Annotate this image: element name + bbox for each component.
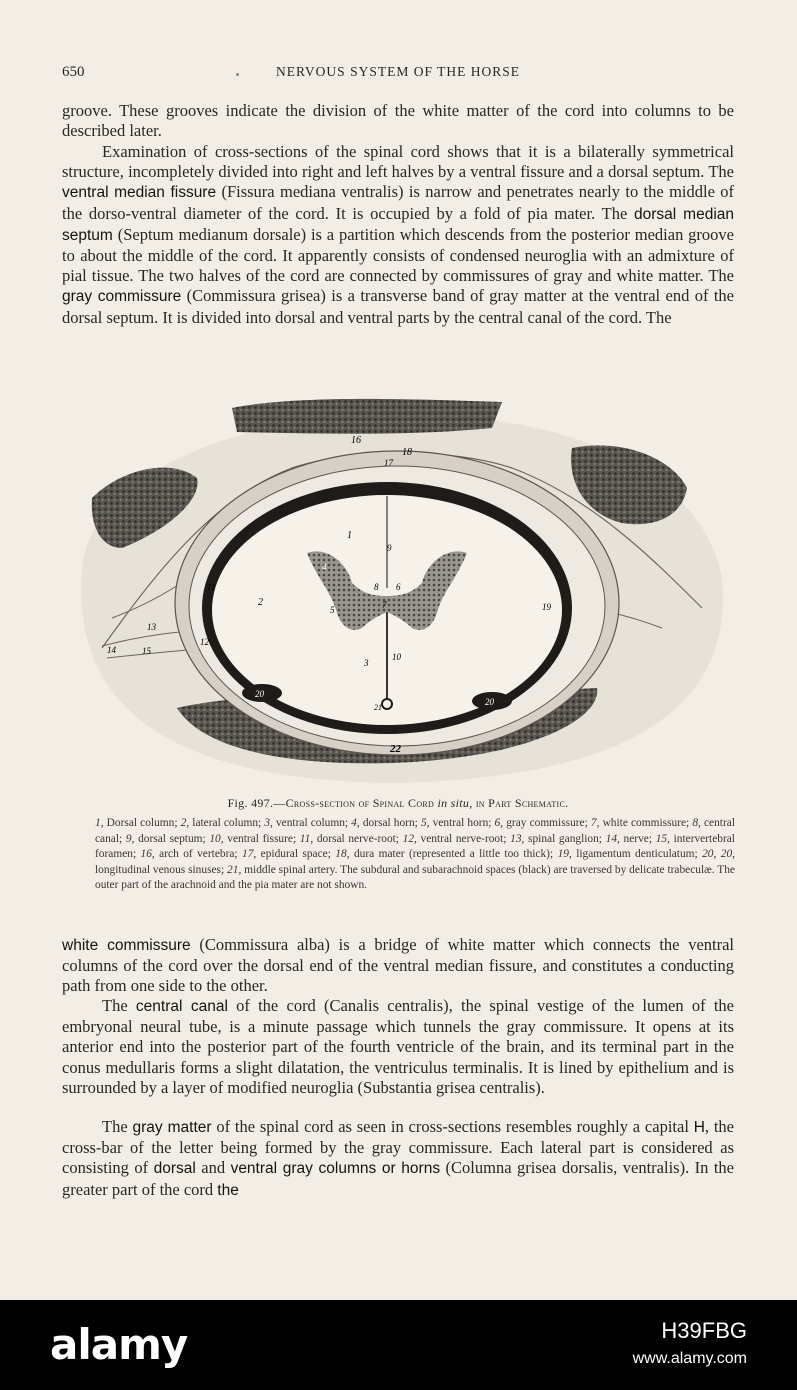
legend-number: 12 [402,832,415,845]
legend-text: , ventral fissure; [220,832,300,845]
term-ventral-median-fissure: ventral median fissure [62,184,217,202]
alamy-logo: alamy [50,1320,188,1369]
watermark-footer [0,1300,797,1390]
legend-number: 19 [557,848,569,861]
legend-text: , longitudinal venous sinuses; [95,848,736,876]
legend-number: 11 [299,832,311,845]
paragraph-2 [62,142,734,328]
legend-number: 6 [494,817,501,829]
paragraph-3 [62,935,734,997]
figure-label: 3 [364,658,369,668]
text-run: Examination of cross-sections of the spinal cord shows that it is a bilaterally symmetrical structure, incompletely divided into right and left halves by a ventral fissure and a dorsal septum. The [62,142,734,182]
legend-text: , middle spinal artery. The subdural and subarachnoid spaces (black) are traversed by delicate trabeculæ. The outer part of the arachnoid and the pia mater are not shown. [95,863,735,892]
legend-number: 17 [242,848,254,861]
text-run: (Fissura mediana ventralis) is narrow and penetrates nearly to the middle of the dorso-ventral diameter of the cord. It is occupied by a fold of pia mater. The [62,182,734,223]
legend-text: , lateral column; [186,817,265,829]
legend-text: , arch of vertebra; [151,848,243,861]
figure-label: 7 [382,600,387,610]
figure-label: 11 [207,582,216,592]
figure-label: 18 [402,447,412,458]
legend-text: , dura mater (represented a little too thick); [346,848,558,861]
figure-label: 14 [107,645,116,655]
legend-number: 5 [420,817,427,829]
term-dorsal: dorsal [153,1160,196,1178]
legend-number: 16 [140,848,152,861]
figure-legend [95,816,735,894]
legend-number: 4 [351,817,357,829]
figure-title-text: —Cross-section of Spinal Cord [273,796,438,810]
text-run: of the spinal cord as seen in cross-sections resembles roughly a capital [211,1117,694,1136]
legend-text: , epidural space; [253,848,336,861]
legend-number: 21 [227,863,239,876]
legend-text: , dorsal nerve-root; [310,832,403,845]
term-dorsal-median-septum: dorsal median septum [62,205,735,244]
legend-text: , dorsal septum; [131,832,210,845]
figure-label: 20 [485,697,494,707]
figure-number: Fig. 497. [227,796,274,810]
figure-label: 12 [200,637,209,647]
figure-label: 16 [351,435,361,446]
legend-text: , ventral horn; [426,817,495,829]
term-capital-h: H [693,1119,705,1136]
legend-text: , central canal; [95,817,735,845]
legend-text: , intervertebral foramen; [95,832,735,861]
legend-number: 18 [335,848,347,861]
term-white-commissure: white commissure [62,937,191,954]
figure-label: 6 [396,582,401,592]
legend-text: , dorsal horn; [356,817,421,829]
figure-label: 10 [392,652,401,662]
legend-number: 15 [655,832,668,845]
legend-text: , nerve; [617,832,656,845]
text-run: The [102,1117,133,1136]
figure-title-end: , in Part Schematic. [469,796,569,810]
paragraph-1-text: groove. These grooves indicate the division of the white matter of the cord into columns to be described later. [62,101,734,141]
spinal-cord-cross-section-drawing [62,388,734,786]
text-run: of the cord (Canalis centralis), the spinal vestige of the lumen of the embryonal neural tube, is a minute passage which tunnels the gray commissure. It opens at its anterior end into the posterior part of the fourth ventricle of the brain, and its terminal part in the conus medullaris forms a slight dilatation, the ventriculus terminalis. It is lined by epithelium and is surrounded by a layer of modified neuroglia (Substantia grisea centralis). [62,996,734,1097]
legend-number: 3 [264,817,271,829]
text-run: , the cross-bar of the letter being formed by the gray commissure. Each lateral part is considered as consisting of [62,1117,734,1178]
footer-url: www.alamy.com [632,1350,747,1367]
bone-fragment-top [232,399,502,434]
print-speck [236,73,239,76]
legend-text: , ligamentum denticulatum; [568,848,703,861]
figure-label: 17 [384,458,393,468]
figure-label: 1 [347,530,352,541]
legend-number: 10 [209,832,221,845]
text-run: and [195,1158,231,1178]
term-central-canal: central canal [135,998,228,1015]
text-run: (Columna grisea dorsalis, ventralis). In the greater part of the cord [62,1158,735,1199]
figure-label: 2 [258,597,263,608]
figure-label: 13 [147,622,156,632]
figure-label: 5 [330,605,335,615]
term-gray-commissure: gray commissure [62,288,182,306]
legend-text: , Dorsal column; [100,817,181,829]
text-run: (Commissura grisea) is a transverse band of gray matter at the ventral end of the dorsal septum. It is divided into dorsal and ventral parts by the central canal of the cord. The [62,286,734,327]
text-run: (Septum medianum dorsale) is a partition which descends from the posterior median groove to about the middle of the cord. It apparently consists of condensed neuroglia with an admixture of pial tissue. The two halves of the cord are connected by commissures of gray and white matter. The [62,224,734,286]
figure-label: 19 [542,602,551,612]
figure-caption-title [62,796,734,811]
page-number: 650 [62,64,85,80]
paragraph-4 [62,996,734,1098]
figure-label: 22 [390,743,401,755]
text-run: (Commissura alba) is a bridge of white matter which connects the ventral columns of the cord over the dorsal end of the ventral median fissure, and constitutes a conducting path from one side to the other. [62,935,735,996]
page-header [62,64,734,86]
term-ventral-gray-columns: ventral gray columns or horns [230,1160,441,1178]
legend-number: 8 [692,817,699,829]
middle-spinal-artery [382,699,392,709]
figure-illustration [62,388,734,786]
legend-text: , spinal ganglion; [521,832,606,845]
legend-text: , gray commissure; [500,817,591,829]
figure-title-italic: in situ [437,796,470,810]
legend-text: , ventral nerve-root; [414,832,511,845]
legend-text: , ventral column; [270,817,352,829]
legend-number: 20, 20 [702,848,733,861]
image-code: H39FBG [661,1318,747,1343]
term-gray-matter: gray matter [132,1119,212,1136]
paragraph-1 [62,101,734,141]
term-the: the [217,1181,239,1199]
figure-label: 9 [387,543,392,553]
legend-number: 2 [180,817,187,829]
legend-text: , white commissure; [596,817,693,829]
legend-number: 14 [605,832,618,845]
figure-label: 15 [142,646,151,656]
legend-number: 13 [510,832,522,845]
paragraph-5 [62,1117,734,1201]
legend-number: 7 [590,817,597,829]
legend-number: 9 [125,832,132,845]
running-head: NERVOUS SYSTEM OF THE HORSE [276,64,520,79]
figure-label: 21 [374,703,382,712]
legend-number: 1 [95,817,101,829]
figure-label: 4 [322,562,327,572]
figure-label: 20 [255,689,264,699]
figure-label: 8 [374,582,379,592]
text-run: The [102,996,136,1015]
